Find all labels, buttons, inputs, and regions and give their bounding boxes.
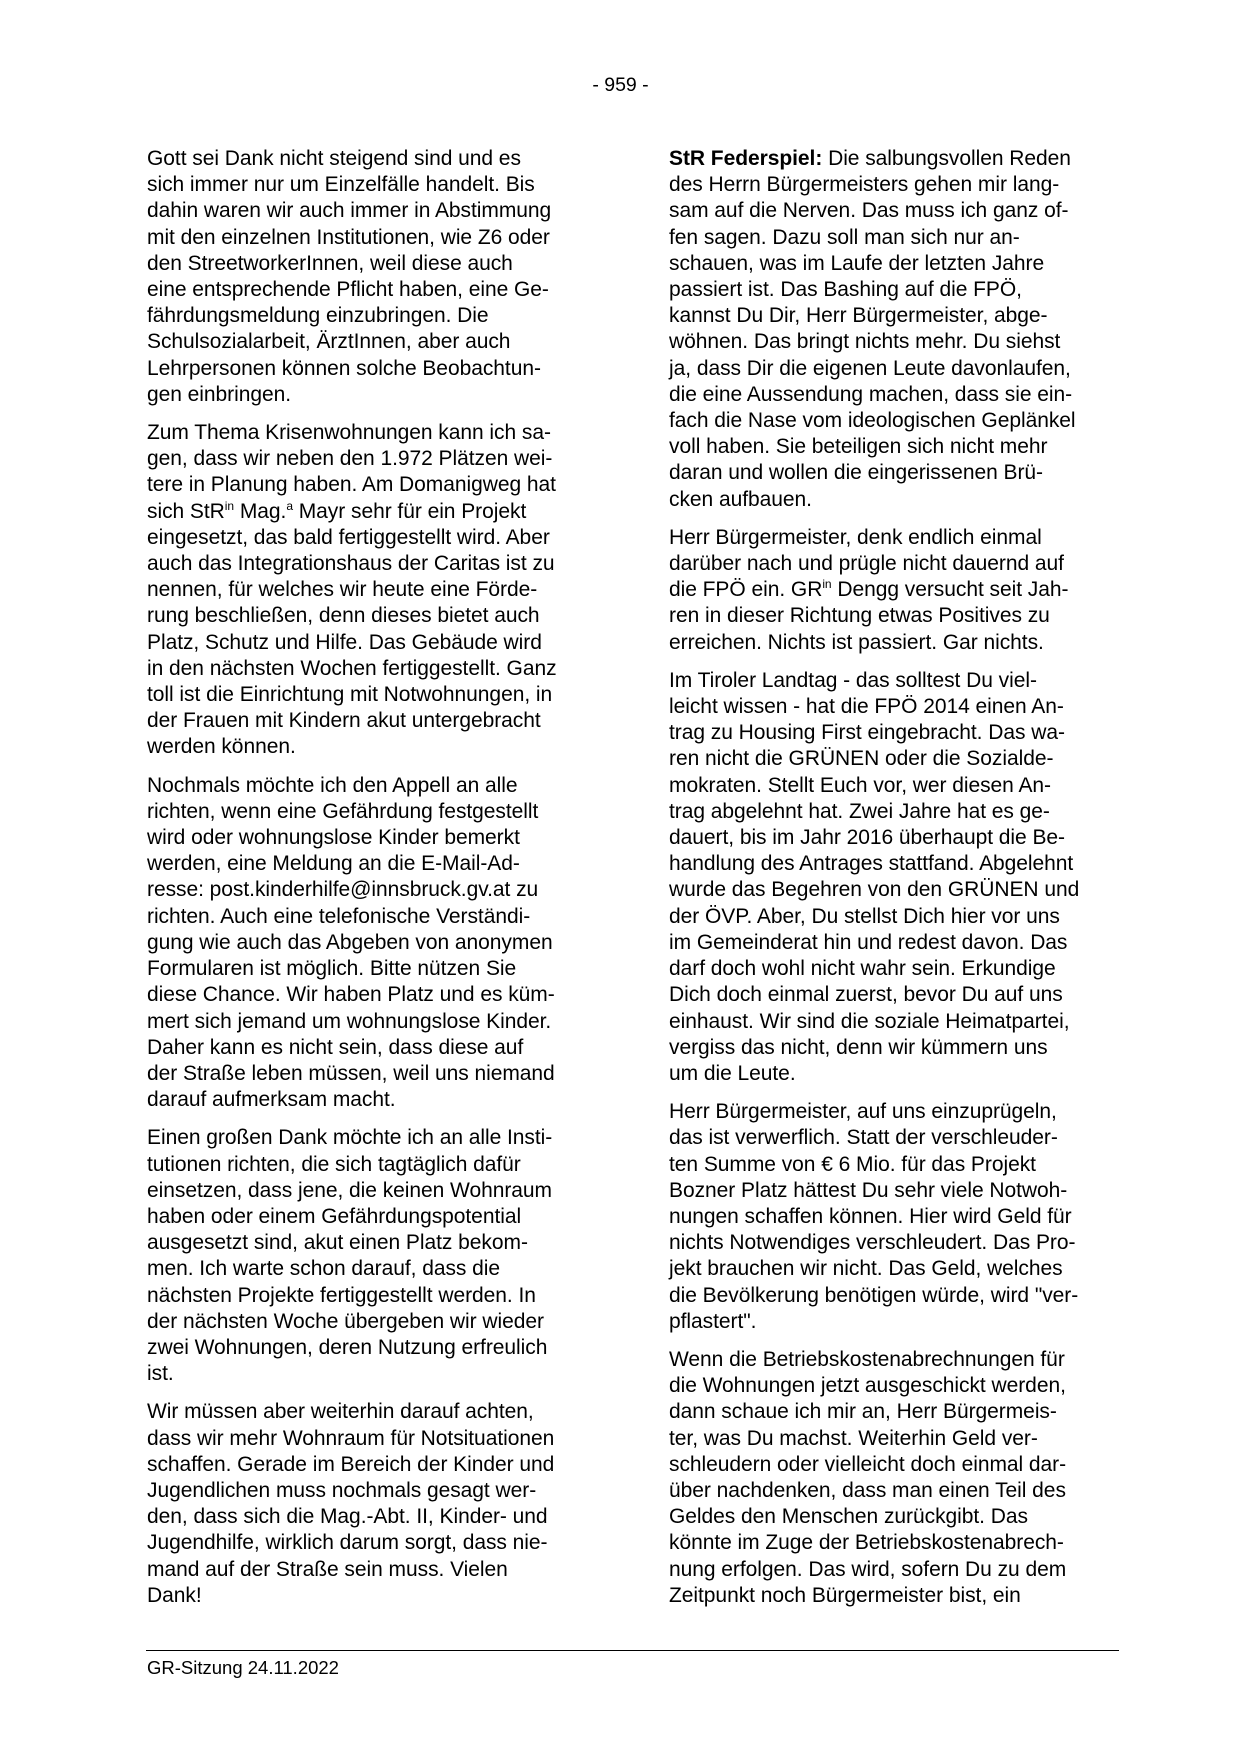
text-line: Dich doch einmal zuerst, bevor Du auf uns xyxy=(669,983,1063,1007)
text-line: dauert, bis im Jahr 2016 überhaupt die Be- xyxy=(669,826,1065,850)
text-line: darauf aufmerksam macht. xyxy=(147,1088,396,1112)
text-line: werden, eine Meldung an die E-Mail-Ad- xyxy=(147,852,520,876)
text-line: richten, wenn eine Gefährdung festgestellt xyxy=(147,799,539,823)
text-line: werden können. xyxy=(147,735,296,759)
text-line: Schulsozialarbeit, ÄrztInnen, aber auch xyxy=(147,330,511,354)
text-line: sam auf die Nerven. Das muss ich ganz of- xyxy=(669,199,1069,223)
text-line: mit den einzelnen Institutionen, wie Z6 oder xyxy=(147,225,550,249)
text-line: Herr Bürgermeister, auf uns einzuprügeln, xyxy=(669,1100,1057,1124)
text-line: richten. Auch eine telefonische Verständi- xyxy=(147,904,531,928)
text-line: cken aufbauen. xyxy=(669,487,812,511)
text-line: dann schaue ich mir an, Herr Bürgermeis- xyxy=(669,1400,1057,1424)
text-line: könnte im Zuge der Betriebskostenabrech- xyxy=(669,1531,1064,1555)
text-line: Zeitpunkt noch Bürgermeister bist, ein xyxy=(669,1583,1021,1607)
text-line: fen sagen. Dazu soll man sich nur an- xyxy=(669,225,1020,249)
text-line: vergiss das nicht, denn wir kümmern uns xyxy=(669,1035,1048,1059)
text-line: ter, was Du machst. Weiterhin Geld ver- xyxy=(669,1426,1038,1450)
text-line: ren nicht die GRÜNEN oder die Sozialde- xyxy=(669,747,1054,771)
footer-text: GR-Sitzung 24.11.2022 xyxy=(147,1657,339,1678)
text-line: Jugendlichen muss nochmals gesagt wer- xyxy=(147,1478,537,1502)
text-line: wurde das Begehren von den GRÜNEN und xyxy=(669,878,1080,902)
footer-divider xyxy=(146,1650,1119,1651)
text-line: eingesetzt, das bald fertiggestellt wird. Aber xyxy=(147,525,550,549)
text-fragment: die FPÖ ein. GR xyxy=(669,578,823,602)
text-line: das ist verwerflich. Statt der verschleuder- xyxy=(669,1126,1058,1150)
text-line: Platz, Schutz und Hilfe. Das Gebäude wird xyxy=(147,630,542,654)
text-line: die Wohnungen jetzt ausgeschickt werden, xyxy=(669,1374,1066,1398)
text-line: wird oder wohnungslose Kinder bemerkt xyxy=(147,826,520,850)
text-line: ausgesetzt sind, akut einen Platz bekom- xyxy=(147,1231,528,1255)
text-line: daran und wollen die eingerissenen Brü- xyxy=(669,461,1043,485)
speaker-name: StR Federspiel: xyxy=(669,147,823,170)
left-column xyxy=(147,146,607,1621)
paragraph xyxy=(669,1099,1135,1335)
text-line: Im Tiroler Landtag - das solltest Du viel- xyxy=(669,668,1037,692)
text-line: Lehrpersonen können solche Beobachtun- xyxy=(147,356,541,380)
text-line: Geldes den Menschen zurückgibt. Das xyxy=(669,1505,1028,1529)
text-line: passiert ist. Das Bashing auf die FPÖ, xyxy=(669,278,1022,302)
text-line: den StreetworkerInnen, weil diese auch xyxy=(147,251,513,275)
text-line: erreichen. Nichts ist passiert. Gar nichts. xyxy=(669,630,1044,654)
text-line: Daher kann es nicht sein, dass diese auf xyxy=(147,1035,524,1059)
text-line: nung erfolgen. Das wird, sofern Du zu dem xyxy=(669,1557,1067,1581)
text-line: gung wie auch das Abgeben von anonymen xyxy=(147,930,553,954)
text-line: gen einbringen. xyxy=(147,382,292,406)
text-line: ren in dieser Richtung etwas Positives zu xyxy=(669,604,1050,628)
paragraph xyxy=(669,525,1135,656)
text-fragment: Dengg versucht seit Jah- xyxy=(831,578,1069,602)
superscript: in xyxy=(224,498,235,513)
paragraph xyxy=(669,146,1135,513)
text-line: Gott sei Dank nicht steigend sind und es xyxy=(147,147,521,170)
text-fragment: sich StR xyxy=(147,499,225,523)
text-line: nichts Notwendiges verschleudert. Das Pro- xyxy=(669,1231,1076,1255)
text-line: auch das Integrationshaus der Caritas ist zu xyxy=(147,552,555,576)
text-line: den, dass sich die Mag.-Abt. II, Kinder- und xyxy=(147,1505,548,1529)
paragraph xyxy=(147,146,607,408)
text-line: in den nächsten Wochen fertiggestellt. Ganz xyxy=(147,656,557,680)
text-line: mert sich jemand um wohnungslose Kinder. xyxy=(147,1009,552,1033)
text-line: zwei Wohnungen, deren Nutzung erfreulich xyxy=(147,1335,548,1359)
paragraph xyxy=(147,1125,607,1387)
text-line: der Frauen mit Kindern akut untergebracht xyxy=(147,709,541,733)
text-line: ja, dass Dir die eigenen Leute davonlaufen, xyxy=(669,356,1071,380)
text-line: schauen, was im Laufe der letzten Jahre xyxy=(669,251,1045,275)
text-line: die eine Aussendung machen, dass sie ein- xyxy=(669,382,1073,406)
text-line: schleudern oder vielleicht doch einmal dar- xyxy=(669,1452,1067,1476)
text-line: ten Summe von € 6 Mio. für das Projekt xyxy=(669,1152,1036,1176)
text-line: Herr Bürgermeister, denk endlich einmal xyxy=(669,525,1042,549)
paragraph xyxy=(147,420,607,761)
text-line: darüber nach und prügle nicht dauernd auf xyxy=(669,552,1064,576)
text-line: diese Chance. Wir haben Platz und es küm- xyxy=(147,983,555,1007)
paragraph xyxy=(147,1399,607,1609)
text-line: fach die Nase vom ideologischen Geplänkel xyxy=(669,409,1076,433)
text-fragment: Die salbungsvollen Reden xyxy=(822,147,1071,170)
text-line xyxy=(669,577,1135,603)
text-line: um die Leute. xyxy=(669,1061,796,1085)
superscript: a xyxy=(286,498,293,513)
text-line: Bozner Platz hättest Du sehr viele Notwoh- xyxy=(669,1178,1068,1202)
text-line: toll ist die Einrichtung mit Notwohnungen, in xyxy=(147,683,553,707)
text-line xyxy=(147,499,607,525)
text-line: haben oder einem Gefährdungspotential xyxy=(147,1204,522,1228)
text-line: im Gemeinderat hin und redest davon. Das xyxy=(669,930,1068,954)
text-line: die Bevölkerung benötigen würde, wird "ver- xyxy=(669,1283,1079,1307)
text-line: Dank! xyxy=(147,1583,202,1607)
text-line: mand auf der Straße sein muss. Vielen xyxy=(147,1557,508,1581)
text-line: dass wir mehr Wohnraum für Notsituationen xyxy=(147,1426,555,1450)
text-line: sich immer nur um Einzelfälle handelt. Bis xyxy=(147,173,535,197)
text-line: über nachdenken, dass man einen Teil des xyxy=(669,1478,1066,1502)
text-line: einsetzen, dass jene, die keinen Wohnraum xyxy=(147,1178,552,1202)
text-line: handlung des Antrages stattfand. Abgelehnt xyxy=(669,852,1074,876)
text-line: men. Ich warte schon darauf, dass die xyxy=(147,1257,501,1281)
text-fragment: Mag. xyxy=(234,499,287,523)
text-line: der nächsten Woche übergeben wir wieder xyxy=(147,1309,544,1333)
text-line: mokraten. Stellt Euch vor, wer diesen An- xyxy=(669,773,1051,797)
text-line: trag zu Housing First eingebracht. Das wa- xyxy=(669,721,1065,745)
text-line: resse: post.kinderhilfe@innsbruck.gv.at zu xyxy=(147,878,539,902)
text-line: Zum Thema Krisenwohnungen kann ich sa- xyxy=(147,421,551,445)
text-line: pflastert". xyxy=(669,1309,757,1333)
text-line: des Herrn Bürgermeisters gehen mir lang- xyxy=(669,173,1060,197)
text-line: trag abgelehnt hat. Zwei Jahre hat es ge- xyxy=(669,799,1050,823)
paragraph xyxy=(147,773,607,1114)
paragraph xyxy=(669,668,1135,1087)
text-line: Wir müssen aber weiterhin darauf achten, xyxy=(147,1400,534,1424)
text-line: jekt brauchen wir nicht. Das Geld, welches xyxy=(669,1257,1063,1281)
text-line: Formularen ist möglich. Bitte nützen Sie xyxy=(147,957,517,981)
text-line: wöhnen. Das bringt nichts mehr. Du siehst xyxy=(669,330,1061,354)
text-line: kannst Du Dir, Herr Bürgermeister, abge- xyxy=(669,304,1048,328)
text-line: eine entsprechende Pflicht haben, eine Ge- xyxy=(147,278,549,302)
text-line: tere in Planung haben. Am Domanigweg hat xyxy=(147,473,556,497)
text-line: schaffen. Gerade im Bereich der Kinder und xyxy=(147,1452,555,1476)
text-line: der Straße leben müssen, weil uns niemand xyxy=(147,1061,555,1085)
text-line: nächsten Projekte fertiggestellt werden. In xyxy=(147,1283,536,1307)
paragraph xyxy=(669,1347,1135,1609)
text-line: leicht wissen - hat die FPÖ 2014 einen An- xyxy=(669,695,1064,719)
text-line: ist. xyxy=(147,1362,174,1386)
page-number: - 959 - xyxy=(592,74,649,96)
superscript: in xyxy=(822,577,832,592)
text-line: Wenn die Betriebskostenabrechnungen für xyxy=(669,1347,1065,1371)
text-line xyxy=(669,146,1135,172)
right-column xyxy=(669,146,1135,1621)
text-line: gen, dass wir neben den 1.972 Plätzen wei- xyxy=(147,447,553,471)
text-line: nennen, für welches wir heute eine Förde- xyxy=(147,578,538,602)
text-line: einhaust. Wir sind die soziale Heimatpartei, xyxy=(669,1009,1070,1033)
text-line: Jugendhilfe, wirklich darum sorgt, dass nie- xyxy=(147,1531,548,1555)
text-line: Nochmals möchte ich den Appell an alle xyxy=(147,773,518,797)
text-line: nungen schaffen können. Hier wird Geld für xyxy=(669,1204,1072,1228)
text-line: rung beschließen, denn dieses bietet auch xyxy=(147,604,540,628)
text-line: der ÖVP. Aber, Du stellst Dich hier vor uns xyxy=(669,904,1060,928)
text-line: Einen großen Dank möchte ich an alle Insti- xyxy=(147,1126,553,1150)
text-fragment: Mayr sehr für ein Projekt xyxy=(292,499,527,523)
text-line: fährdungsmeldung einzubringen. Die xyxy=(147,304,489,328)
text-line: darf doch wohl nicht wahr sein. Erkundige xyxy=(669,957,1056,981)
text-line: tutionen richten, die sich tagtäglich dafür xyxy=(147,1152,521,1176)
text-line: voll haben. Sie beteiligen sich nicht mehr xyxy=(669,435,1048,459)
text-line: dahin waren wir auch immer in Abstimmung xyxy=(147,199,552,223)
